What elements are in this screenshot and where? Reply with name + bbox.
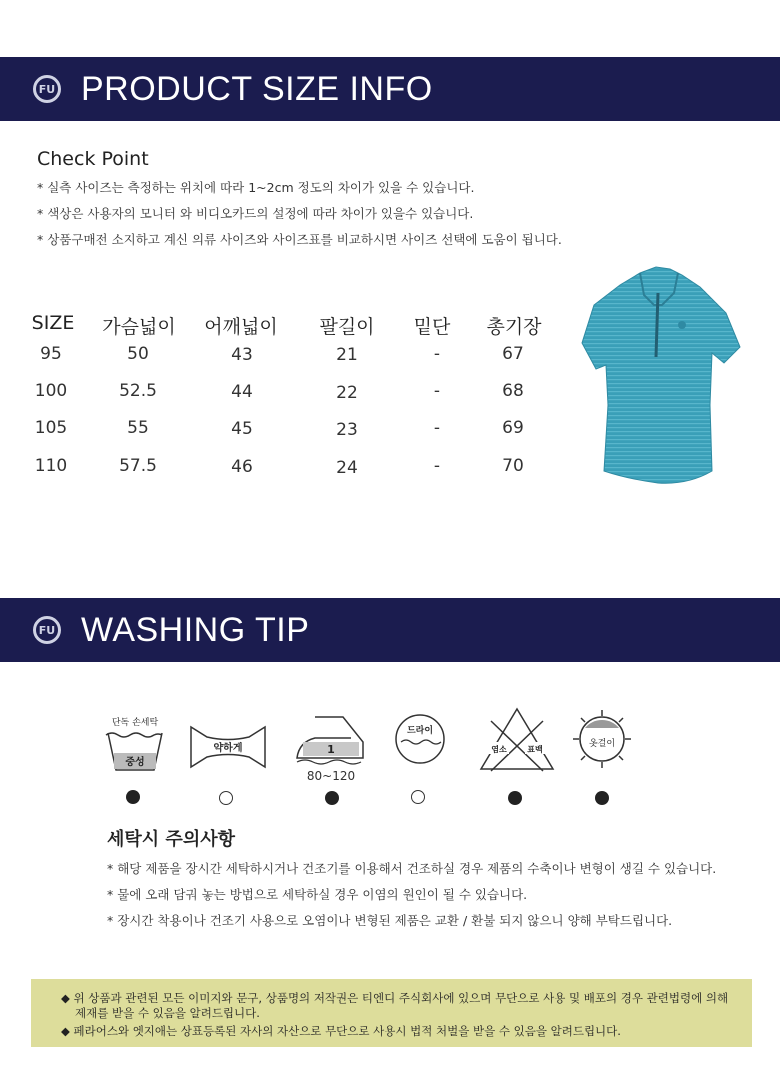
- caution-note: * 장시간 착용이나 건조기 사용으로 오염이나 변형된 제품은 교환 / 환불 되지 않으니 양해 부탁드립니다.: [107, 913, 673, 928]
- brand-logo-icon: FU: [33, 75, 61, 103]
- hand-wash-top-label: 단독 손세탁: [111, 718, 159, 728]
- size-cell: 23: [336, 420, 358, 440]
- size-cell: 43: [231, 345, 253, 365]
- size-cell: 67: [502, 344, 524, 364]
- wring-indicator: [219, 791, 233, 805]
- product-shirt-image: [578, 265, 743, 490]
- size-header: 팔길이: [319, 316, 375, 338]
- size-cell: 68: [502, 381, 524, 401]
- dry-clean-indicator: [411, 790, 425, 804]
- hand-wash-inner-label: 중성: [125, 757, 145, 768]
- size-cell: 100: [34, 381, 68, 401]
- hand-wash-indicator: [126, 790, 140, 804]
- brand-logo-icon: FU: [33, 616, 61, 644]
- size-cell: 69: [502, 418, 524, 438]
- size-header: 어깨넓이: [204, 316, 278, 338]
- hang-dry-indicator: [595, 791, 609, 805]
- copyright-line: 제재를 받을 수 있음을 알려드립니다.: [75, 1006, 260, 1020]
- size-cell: 55: [127, 418, 149, 438]
- size-header: 총기장: [486, 316, 542, 338]
- size-cell: 110: [34, 456, 68, 476]
- size-header: 밑단: [413, 316, 451, 338]
- iron-temp-label: 80~120: [306, 769, 356, 783]
- washing-tip-banner: [0, 598, 780, 662]
- iron-icon: [293, 712, 373, 784]
- caution-notes: [107, 856, 716, 934]
- hang-dry-icon: [571, 708, 633, 770]
- check-point-note: * 색상은 사용자의 모니터 와 비디오카드의 설정에 따라 차이가 있을수 있습니다.: [37, 206, 474, 221]
- wash-icons-row: [95, 700, 655, 810]
- check-point-note: * 상품구매전 소지하고 계신 의류 사이즈와 사이즈표를 비교하시면 사이즈 선택에 도움이 됩니다.: [37, 232, 562, 247]
- size-cell: 46: [231, 457, 253, 477]
- size-cell: 45: [231, 419, 253, 439]
- size-cell: -: [433, 381, 441, 401]
- check-point-notes: [37, 175, 562, 253]
- bleach-label-left: 염소: [491, 745, 507, 754]
- hand-wash-icon: [100, 715, 170, 775]
- size-cell: 95: [40, 344, 62, 364]
- size-cell: 22: [336, 383, 358, 403]
- check-point-title: Check Point: [37, 148, 149, 170]
- wring-inner-label: 약하게: [213, 743, 243, 754]
- size-cell: 57.5: [119, 456, 157, 476]
- dry-clean-icon: [393, 712, 447, 766]
- caution-title: 세탁시 주의사항: [107, 829, 235, 850]
- trademark-line: ◆ 페라어스와 엣지애는 상표등록된 자사의 자산으로 무단으로 사용시 법적 처벌을 받을 수 있음을 알려드립니다.: [61, 1024, 621, 1038]
- size-info-title: PRODUCT SIZE INFO: [81, 69, 433, 108]
- hang-dry-label: 옷걸이: [588, 739, 616, 749]
- no-bleach-icon: [477, 705, 557, 775]
- size-cell: 70: [502, 456, 524, 476]
- size-cell: -: [433, 456, 441, 476]
- washing-tip-title: WASHING TIP: [81, 610, 310, 649]
- size-info-banner: [0, 57, 780, 121]
- check-point-note: * 실측 사이즈는 측정하는 위치에 따라 1~2cm 정도의 차이가 있을 수 있습니다.: [37, 180, 475, 195]
- iron-indicator: [325, 791, 339, 805]
- size-cell: 52.5: [119, 381, 157, 401]
- size-cell: 50: [127, 344, 149, 364]
- size-cell: 21: [336, 345, 358, 365]
- copyright-line: ◆ 위 상품과 관련된 모든 이미지와 문구, 상품명의 저작권은 티엔디 주식회사에 있으며 무단으로 사용 및 배포의 경우 관련법령에 의해: [61, 991, 729, 1005]
- caution-note: * 해당 제품을 장시간 세탁하시거나 건조기를 이용해서 건조하실 경우 제품의 수축이나 변형이 생길 수 있습니다.: [107, 861, 717, 876]
- size-cell: -: [433, 418, 441, 438]
- gentle-wring-icon: [187, 722, 269, 772]
- copyright-notice: [31, 979, 752, 1047]
- size-header: 가슴넓이: [102, 316, 176, 338]
- size-cell: 44: [231, 382, 253, 402]
- iron-inner-label: 1: [327, 743, 335, 756]
- bleach-label-right: 표백: [527, 745, 543, 754]
- size-header: SIZE: [31, 312, 75, 334]
- dry-clean-label: 드라이: [406, 726, 434, 736]
- size-cell: 24: [336, 458, 358, 478]
- bleach-indicator: [508, 791, 522, 805]
- size-cell: -: [433, 344, 441, 364]
- caution-note: * 물에 오래 담궈 놓는 방법으로 세탁하실 경우 이염의 원인이 될 수 있습니다.: [107, 887, 528, 902]
- size-cell: 105: [34, 418, 68, 438]
